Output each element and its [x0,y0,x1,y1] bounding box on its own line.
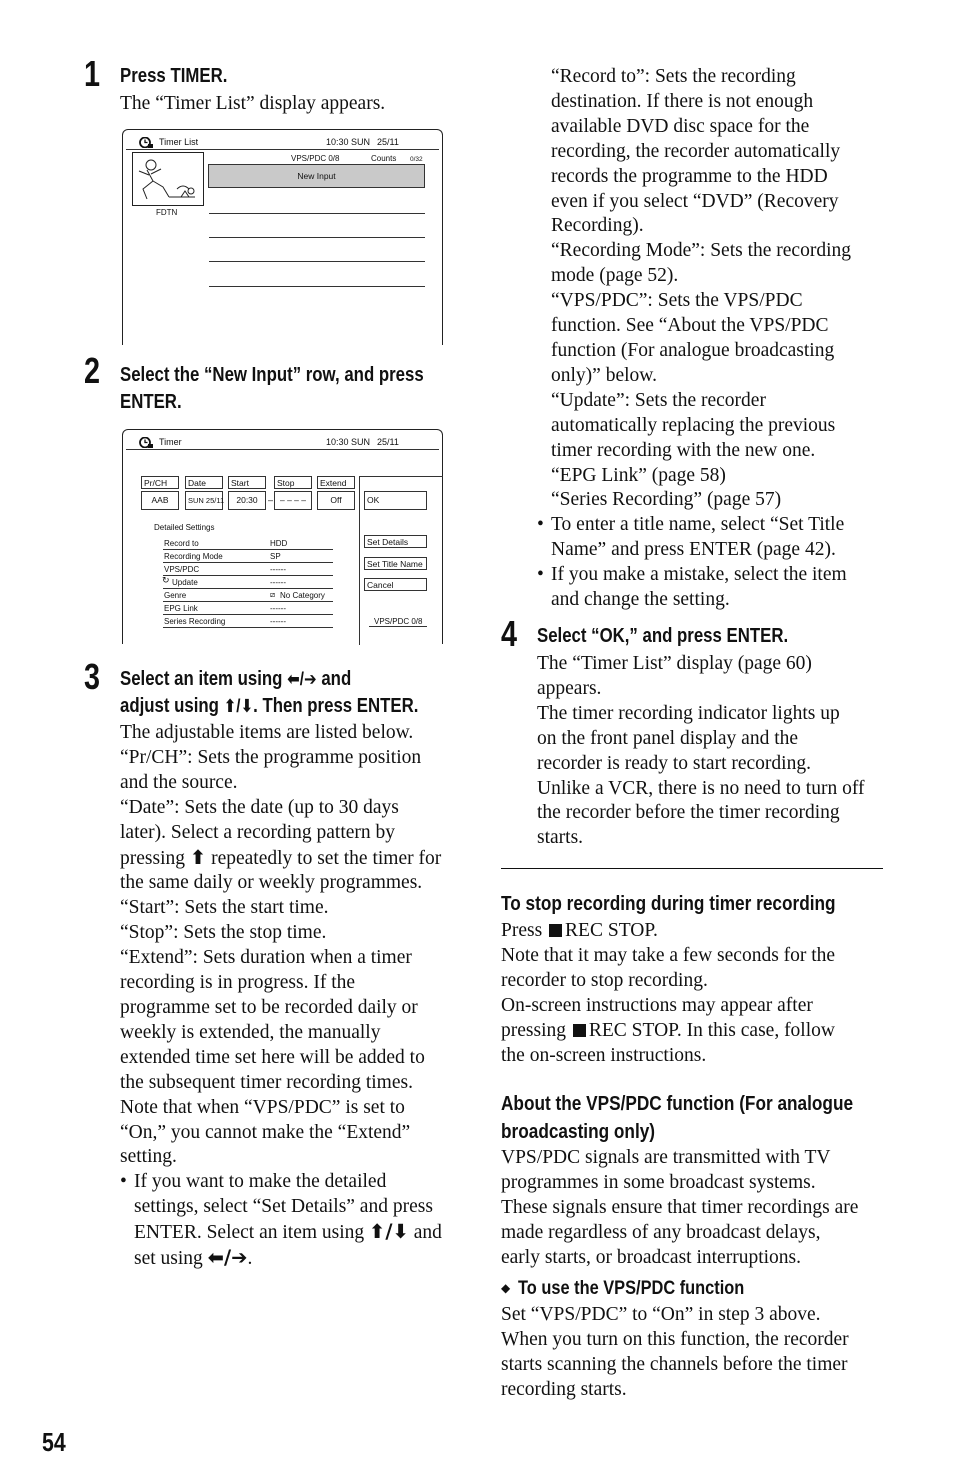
vps-sub-heading: To use the VPS/PDC function [518,1277,745,1299]
vps-line: VPS/PDC signals are transmitted with TV [501,1147,831,1168]
step-3-line: programme set to be recorded daily or [120,996,418,1018]
step-3-heading-line2 [120,693,418,720]
setting-value: ------ [270,565,286,574]
vps-line: programmes in some broadcast systems. [501,1171,816,1193]
prch-field[interactable]: AAB [141,491,179,510]
item-line: “EPG Link” (page 58) [551,464,726,486]
step-1-number: 1 [84,53,101,94]
setting-row[interactable] [163,601,333,615]
step-3-line: and the source. [120,771,238,793]
screen-date: 25/11 [377,437,399,447]
stop-header: Stop [274,476,312,489]
setting-value: SP [270,552,281,561]
stop-section-heading: To stop recording during timer recording [501,892,836,915]
step-3-continued [537,65,907,613]
up-down-arrow-icon: ⬆/⬇ [223,696,254,716]
timer-row-line [209,213,425,214]
vps-section-heading-line2: broadcasting only) [501,1120,656,1143]
right-bullet [537,513,907,563]
vps-line: made regardless of any broadcast delays, [501,1221,821,1243]
item-line: destination. If there is not enough [551,90,814,112]
item-line: function. See “About the VPS/PDC [551,315,829,337]
step-3-number: 3 [84,656,101,697]
date-field[interactable]: SUN 25/11 [185,491,223,510]
stop-icon [573,1024,586,1037]
left-right-arrow-icon: ⬅/➔ [287,669,317,689]
up-arrow-icon: ⬆ [189,845,207,869]
screen-header-divider [126,449,439,450]
bullet-text: and [413,1222,442,1244]
start-field[interactable]: 20:30 [228,491,266,510]
stop-section-body [501,919,901,1068]
pressing-b: repeatedly to set the timer for [211,847,442,869]
step-4-body [537,652,907,851]
start-header: Start [228,476,266,489]
item-line: timer recording with the new one. [551,439,816,461]
stop-field[interactable]: – – – – [274,491,312,510]
step-1-text: The “Timer List” display appears. [120,93,386,114]
step-3-line: extended time set here will be added to [120,1046,425,1068]
vps-sub-line: When you turn on this function, the recorder [501,1328,849,1350]
item-line: mode (page 52). [551,265,679,287]
timer-icon [139,135,153,146]
item-line: automatically replacing the previous [551,414,836,436]
item-line: Recording). [551,215,644,237]
step-4-line: Unlike a VCR, there is no need to turn off [537,777,865,799]
stop-line: Note that it may take a few seconds for the [501,944,836,966]
step-1-body [120,92,480,117]
step-3-line: “Extend”: Sets duration when a timer [120,947,412,969]
pressing-b: REC STOP. In this case, follow [588,1019,835,1041]
bullet-line: settings, select “Set Details” and press [134,1196,433,1218]
vps-count: VPS/PDC 0/8 [374,617,423,626]
vps-section-heading-line1: About the VPS/PDC function (For analogue [501,1092,854,1115]
step-3-pressing-line [120,846,490,872]
timer-icon [139,435,153,446]
setting-value: HDD [270,539,288,548]
step-4-line: The timer recording indicator lights up [537,702,840,724]
step-4-line: on the front panel display and the [537,727,799,749]
prch-header: Pr/CH [141,476,179,489]
setting-row[interactable] [163,549,333,563]
step-4-line: the recorder before the timer recording [537,802,840,824]
step-1-heading: Press TIMER. [120,65,228,87]
counts-value: 0/32 [410,156,423,163]
setting-label: Genre [164,591,187,600]
step-3-line: the same daily or weekly programmes. [120,872,423,894]
cancel-button[interactable]: Cancel [364,578,427,591]
bullet-line: • If you make a mistake, select the item [551,564,847,586]
step-3-line: “Date”: Sets the date (up to 30 days [120,796,399,818]
bullet-line: Name” and press ENTER (page 42). [551,539,836,561]
timer-row-line [209,261,425,262]
item-line: only)” below. [551,364,657,386]
setting-row[interactable] [163,614,333,628]
item-line: “VPS/PDC”: Sets the VPS/PDC [551,290,803,312]
refresh-icon: ↻ [162,576,170,586]
screen-header-divider [126,149,439,150]
vps-line: early starts, or broadcast interruptions. [501,1246,801,1268]
up-down-arrow-icon: ⬆/⬇ [369,1220,409,1244]
item-line: available DVD disc space for the [551,115,810,137]
vps-sub-line: starts scanning the channels before the timer [501,1353,848,1375]
item-line: records the programme to the HDD [551,165,828,187]
set-title-name-button[interactable]: Set Title Name [364,557,427,570]
step-3-line: Note that when “VPS/PDC” is set to [120,1096,405,1118]
detailed-settings-title: Detailed Settings [154,523,215,532]
timer-row-line [209,237,425,238]
step-3-heading-line1 [120,666,351,693]
new-input-label: New Input [297,171,336,181]
screen-title: Timer [159,437,182,447]
setting-row[interactable] [163,588,333,602]
vps-line: These signals ensure that timer recordings are [501,1196,859,1218]
section-divider [501,868,883,869]
item-line: function (For analogue broadcasting [551,339,835,361]
timer-list-screen [122,129,443,345]
setting-value: ------ [270,578,286,587]
vps-count: VPS/PDC 0/8 [291,154,340,163]
step-3-line: the subsequent timer recording times. [120,1071,413,1093]
screen-date: 25/11 [377,137,399,147]
setting-row[interactable] [163,562,333,576]
ok-button[interactable]: OK [364,491,427,510]
step-3-body [120,721,490,1272]
stop-pressing-line [501,1019,901,1044]
step-3-heading-a: Select an item using [120,668,283,690]
vps-sub-line: Set “VPS/PDC” to “On” in step 3 above. [501,1304,821,1325]
stop-line: recorder to stop recording. [501,969,708,991]
vps-sub-line: recording starts. [501,1378,627,1400]
bullet-line-3 [134,1220,490,1246]
stop-line: the on-screen instructions. [501,1044,707,1066]
step-4-number: 4 [501,613,518,654]
step-4-line: The “Timer List” display (page 60) [537,653,812,674]
page-number: 54 [42,1427,66,1457]
left-right-arrow-icon: ⬅/➔ [207,1246,248,1270]
vps-underline [369,626,427,627]
extend-field[interactable]: Off [317,491,355,510]
vps-section-body [501,1146,901,1271]
step-2-heading-line2: ENTER. [120,391,182,413]
stop-line: On-screen instructions may appear after [501,994,813,1016]
timer-row-line [209,286,425,287]
step-3-line: weekly is extended, the manually [120,1021,381,1043]
timer-screen [122,429,443,644]
press-a: Press [501,920,543,941]
bullet-text: set using [134,1248,203,1270]
item-line: “Recording Mode”: Sets the recording [551,240,851,262]
step-3-line: “Start”: Sets the start time. [120,897,329,919]
item-line: “Update”: Sets the recorder [551,389,766,411]
step-3-heading-d: . Then press ENTER. [253,695,419,717]
step-2-heading-line1: Select the “New Input” row, and press [120,364,424,386]
setting-label: EPG Link [164,604,198,613]
step-4-line: appears. [537,677,602,699]
item-line: even if you select “DVD” (Recovery [551,190,839,212]
step-3-line: later). Select a recording pattern by [120,821,396,843]
bullet-line: • If you want to make the detailed [134,1171,387,1193]
bullet-line-4: set using ⬅/➔. [134,1246,253,1270]
vps-sub-body [501,1303,901,1403]
step-3-line: “Stop”: Sets the stop time. [120,922,327,944]
step-3-line: “Pr/CH”: Sets the programme position [120,746,422,768]
date-header: Date [185,476,223,489]
item-line: “Record to”: Sets the recording [551,66,796,87]
screen-time: 10:30 SUN [326,437,371,447]
setting-label: Recording Mode [164,552,223,561]
set-details-button[interactable]: Set Details [364,535,427,548]
new-input-row[interactable] [208,164,425,188]
setting-label: Record to [164,539,199,548]
setting-label: Series Recording [164,617,226,626]
setting-value: ------ [270,604,286,613]
setting-value: No Category [280,591,325,600]
step-3-heading-c: adjust using [120,695,219,717]
setting-label: Update [172,578,198,587]
setting-value: ------ [270,617,286,626]
right-bullet [537,563,907,613]
extend-header: Extend [317,476,355,489]
thumbnail-frame [132,152,204,206]
step-3-line: The adjustable items are listed below. [120,722,414,743]
screen-time: 10:30 SUN [326,137,371,147]
step-3-line: recording is in progress. If the [120,972,356,994]
setting-row[interactable] [163,575,333,589]
counts-label: Counts [371,154,397,163]
item-line: recording, the recorder automatically [551,140,841,162]
channel-name: FDTN [156,208,178,217]
setting-row[interactable] [163,536,333,550]
step-4-heading: Select “OK,” and press ENTER. [537,625,789,647]
thumbnail-image [133,153,203,205]
pressing-a: pressing [120,847,185,869]
step-4-line: recorder is ready to start recording. [537,752,811,774]
bullet-text: ENTER. Select an item using [134,1222,365,1244]
step-2-number: 2 [84,350,101,391]
screen-title: Timer List [159,137,199,147]
step-3-heading-b: and [321,668,352,690]
pressing-a: pressing [501,1019,566,1041]
bullet-line: • To enter a title name, select “Set Title [551,514,845,536]
step-3-bullet [120,1170,490,1272]
genre-icon: ⧄ [270,590,276,599]
bullet-line: and change the setting. [551,589,730,611]
stop-icon [549,924,562,937]
press-b: REC STOP. [565,920,658,941]
item-line: “Series Recording” (page 57) [551,489,782,511]
step-3-line: “On,” you cannot make the “Extend” [120,1121,411,1143]
setting-label: VPS/PDC [164,565,200,574]
diamond-icon: ◆ [501,1281,511,1295]
time-separator: – [268,495,274,505]
step-4-line: starts. [537,827,584,849]
stop-press-line [501,919,901,944]
step-3-line: setting. [120,1146,177,1168]
